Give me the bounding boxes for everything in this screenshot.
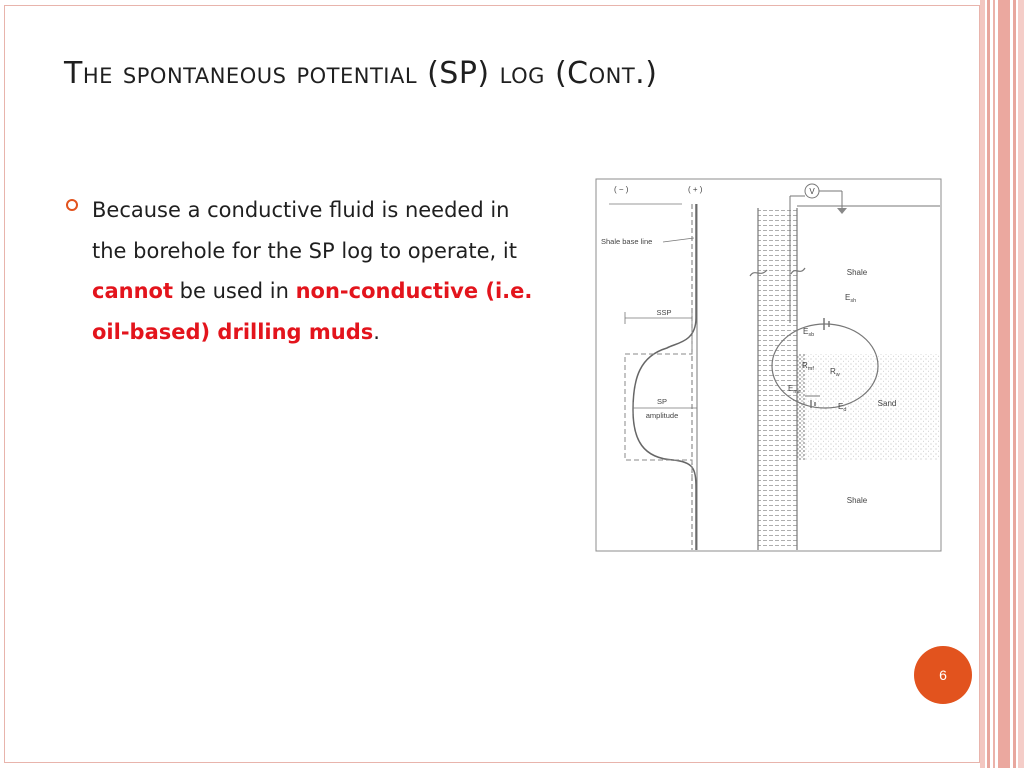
sp-amplitude-label-1: SP — [656, 397, 668, 406]
bullet-highlight-cannot: cannot — [92, 279, 173, 303]
bullet-text-part1: Because a conductive fluid is needed in the borehole for the SP log to operate, it — [92, 198, 517, 263]
sp-log-diagram-svg — [595, 178, 942, 552]
bullet-text-end: . — [373, 319, 380, 344]
e-mc-label: $E_{mc}$ — [788, 384, 801, 395]
e-d-label: $E_d$ — [838, 402, 847, 413]
shale-base-line-label: Shale base line — [601, 237, 653, 246]
decorative-side-stripes — [980, 0, 1024, 768]
borehole — [758, 208, 797, 550]
e-sb-label: $E_{sb}$ — [803, 327, 815, 338]
plus-label: ( + ) — [688, 185, 703, 194]
minus-label: ( − ) — [614, 185, 629, 194]
e-sh-label: $E_{sh}$ — [845, 293, 857, 304]
r-mf-label: $R_{mf}$ — [802, 361, 814, 372]
shale-bottom-label: Shale — [846, 496, 868, 505]
bullet-item — [66, 190, 536, 352]
bullet-text-part2: be used in — [173, 279, 296, 303]
slide-title: The spontaneous potential (SP) log (Cont.) — [64, 56, 658, 91]
sp-amplitude-label-2: amplitude — [645, 411, 679, 420]
shale-top-label: Shale — [846, 268, 868, 277]
bullet-circle-icon — [66, 199, 78, 211]
ssp-label: SSP — [656, 308, 672, 317]
sand-layer — [802, 354, 940, 460]
bullet-highlight-muds: non-conductive (i.e. oil-based) drilling muds — [92, 279, 533, 344]
sand-label: Sand — [877, 399, 897, 408]
bullet-text — [92, 190, 536, 352]
sp-log-diagram — [595, 178, 942, 552]
r-w-label: $R_w$ — [830, 367, 840, 378]
voltmeter-label: V — [809, 187, 815, 196]
page-number-badge: 6 — [914, 646, 972, 704]
